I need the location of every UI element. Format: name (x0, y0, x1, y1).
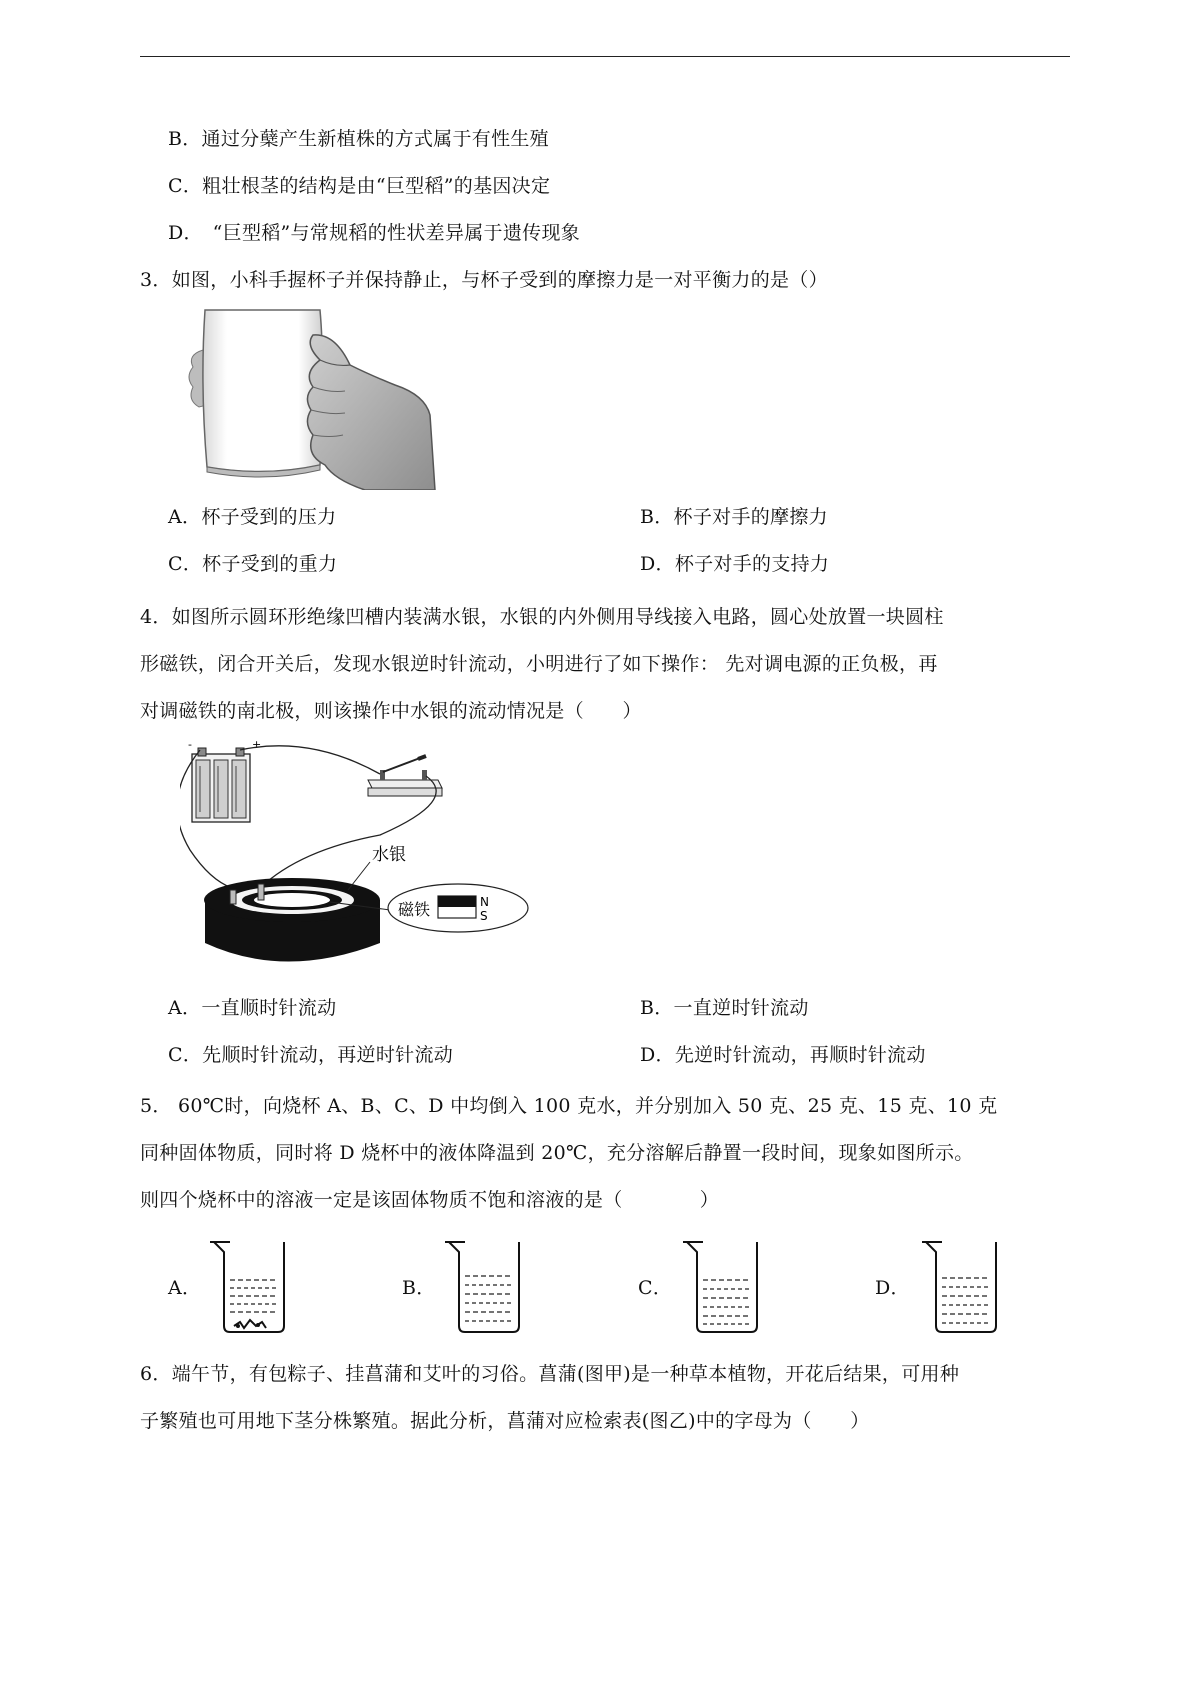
q3-option-b: B．杯子对手的摩擦力 (640, 506, 828, 528)
beaker-label-d: D． (875, 1277, 910, 1299)
q2-option-d: D． “巨型稻”与常规稻的性状差异属于遗传现象 (168, 222, 581, 244)
magnet-pole-s: S (480, 909, 488, 923)
magnet-label: 磁铁 (398, 900, 431, 919)
magnet-pole-n: N (480, 895, 489, 909)
q6-stem-line-2: 子繁殖也可用地下茎分株繁殖。据此分析，菖蒲对应检索表(图乙)中的字母为（ ） (140, 1410, 870, 1432)
beaker-d-icon (922, 1240, 1002, 1335)
q4-stem-line-3: 对调磁铁的南北极，则该操作中水银的流动情况是（ ） (140, 700, 642, 722)
beaker-a-icon (210, 1240, 290, 1335)
q2-option-b: B．通过分蘖产生新植株的方式属于有性生殖 (168, 128, 549, 150)
q2-option-c: C．粗壮根茎的结构是由“巨型稻”的基因决定 (168, 175, 551, 197)
q4-option-a: A．一直顺时针流动 (168, 997, 337, 1019)
beaker-b-icon (445, 1240, 525, 1335)
hand-holding-cup-figure (185, 305, 445, 490)
beaker-label-c: C． (638, 1277, 673, 1299)
battery-plus-label: + (252, 740, 262, 751)
q4-option-d: D．先逆时针流动，再顺时针流动 (640, 1044, 926, 1066)
beaker-label-b: B． (402, 1277, 436, 1299)
battery-icon (192, 748, 250, 822)
q4-stem-line-2: 形磁铁，闭合开关后，发现水银逆时针流动，小明进行了如下操作： 先对调电源的正负极，再 (140, 653, 938, 675)
mercury-label: 水银 (372, 845, 406, 865)
knife-switch-icon (368, 756, 442, 796)
q4-option-b: B．一直逆时针流动 (640, 997, 809, 1019)
q4-stem-line-1: 4．如图所示圆环形绝缘凹槽内装满水银，水银的内外侧用导线接入电路，圆心处放置一块圆柱 (140, 606, 944, 628)
beaker-label-a: A． (168, 1277, 202, 1299)
mercury-ring-trough (204, 878, 380, 962)
mercury-circuit-figure (180, 740, 580, 970)
q4-option-c: C．先顺时针流动，再逆时针流动 (168, 1044, 454, 1066)
q3-option-c: C．杯子受到的重力 (168, 553, 338, 575)
q6-stem-line-1: 6．端午节，有包粽子、挂菖蒲和艾叶的习俗。菖蒲(图甲)是一种草本植物，开花后结果，可用种 (140, 1363, 960, 1385)
q3-stem: 3．如图，小科手握杯子并保持静止，与杯子受到的摩擦力是一对平衡力的是（） (140, 269, 828, 291)
q5-stem-line-3: 则四个烧杯中的溶液一定是该固体物质不饱和溶液的是（ ） (140, 1189, 720, 1211)
q3-option-d: D．杯子对手的支持力 (640, 553, 830, 575)
bar-magnet-icon (438, 896, 476, 918)
q5-stem-line-2: 同种固体物质，同时将 D 烧杯中的液体降温到 20℃，充分溶解后静置一段时间，现象如图所示。 (140, 1142, 974, 1164)
q3-option-a: A．杯子受到的压力 (168, 506, 337, 528)
q5-stem-line-1: 5． 60℃时，向烧杯 A、B、C、D 中均倒入 100 克水，并分别加入 50 克、25 克、15 克、10 克 (140, 1095, 998, 1117)
battery-minus-label: - (188, 740, 192, 751)
header-rule (140, 56, 1070, 57)
beaker-c-icon (683, 1240, 763, 1335)
